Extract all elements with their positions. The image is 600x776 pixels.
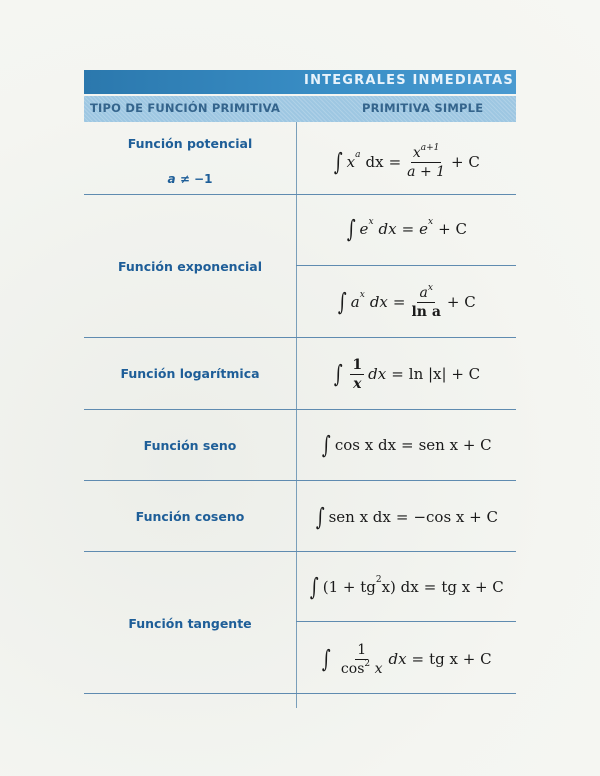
row-divider	[84, 337, 516, 338]
formula-coseno: ∫ sen x dx = −cos x + C	[315, 503, 498, 531]
row-divider	[84, 194, 516, 195]
formula-potencial: ∫ x a dx = $\frac{x^{a+1}}{a + 1}$ + C	[334, 142, 480, 180]
integral-sign: ∫	[334, 148, 343, 176]
formula-logaritmica: ∫ $\frac{1}{x}$ dx = ln |x| + C	[333, 356, 481, 392]
label-logaritmica: Función logarítmica	[120, 366, 260, 381]
formula-tangente-2: ∫ $\frac{1}{\cos^2 x}$ dx = tg x + C	[322, 641, 492, 677]
column-header-primitive: PRIMITIVA SIMPLE	[362, 101, 484, 115]
integral-sign: ∫	[322, 431, 331, 459]
formula-tangente-1: ∫ (1 + tg 2 x) dx = tg x + C	[310, 573, 504, 601]
integral-sign: ∫	[315, 503, 325, 531]
integral-sign: ∫	[310, 573, 319, 601]
subrow-divider	[296, 621, 516, 622]
row-divider	[84, 480, 516, 481]
formula-exponencial-e: ∫ e x dx = e x + C	[346, 215, 467, 243]
condition-potencial: a ≠ −1	[167, 172, 213, 186]
label-tangente: Función tangente	[128, 616, 252, 631]
integral-sign: ∫	[338, 288, 347, 316]
integral-sign: ∫	[346, 215, 356, 243]
label-seno: Función seno	[143, 438, 237, 453]
integral-sign: ∫	[322, 645, 332, 673]
title-bar	[84, 70, 516, 94]
row-divider	[84, 551, 516, 552]
subrow-divider	[296, 265, 516, 266]
label-potencial: Función potencial	[127, 136, 253, 151]
column-header-type: TIPO DE FUNCIÓN PRIMITIVA	[90, 101, 281, 115]
formula-exponencial-a: ∫ a x dx = $\frac{a^x}{\text{ln a}}$ + C	[338, 282, 476, 320]
row-divider	[84, 409, 516, 410]
column-header-bar	[84, 96, 516, 122]
row-divider	[84, 693, 516, 694]
label-exponencial: Función exponencial	[117, 259, 262, 274]
table-title: INTEGRALES INMEDIATAS	[304, 73, 514, 88]
integral-sign: ∫	[333, 360, 343, 388]
label-coseno: Función coseno	[135, 509, 245, 524]
formula-seno: ∫ cos x dx = sen x + C	[322, 431, 492, 459]
